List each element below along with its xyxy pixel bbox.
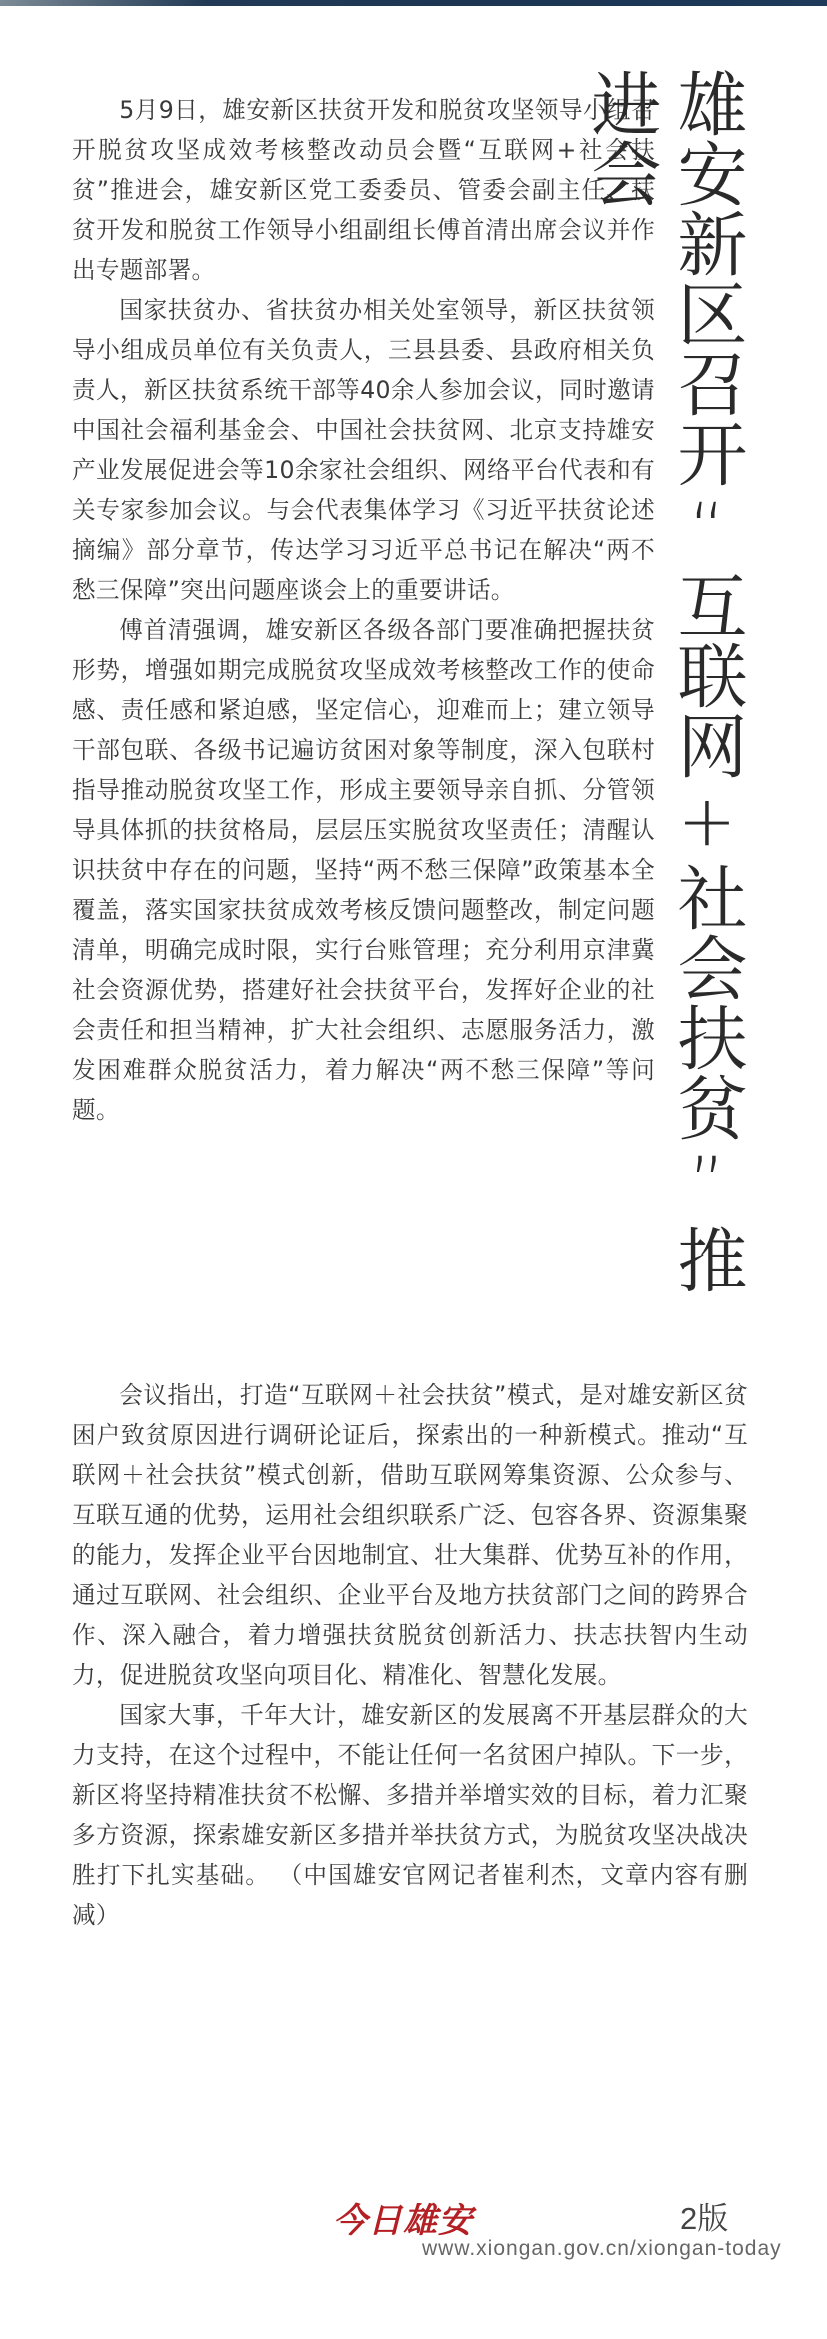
- paragraph-2: 国家扶贫办、省扶贫办相关处室领导，新区扶贫领导小组成员单位有关负责人，三县县委、县政府相关负责人，新区扶贫系统干部等40余人参加会议，同时邀请中国社会福利基金会、中国社会扶贫网、北京支持雄安产业发展促进会等10余家社会组织、网络平台代表和有关专家参加会议。与会代表集体学习《习近平扶贫论述摘编》部分章节，传达学习习近平总书记在解决“两不愁三保障”突出问题座谈会上的重要讲话。: [72, 296, 655, 604]
- top-banner-bar: [0, 0, 827, 6]
- paragraph-4: 会议指出，打造“互联网＋社会扶贫”模式，是对雄安新区贫困户致贫原因进行调研论证后，探索出的一种新模式。推动“互联网＋社会扶贫”模式创新，借助互联网筹集资源、公众参与、互联互通的优势，运用社会组织联系广泛、包容各界、资源集聚的能力，发挥企业平台因地制宜、壮大集群、优势互补的作用，通过互联网、社会组织、企业平台及地方扶贫部门之间的跨界合作、深入融合，着力增强扶贫脱贫创新活力、扶志扶智内生动力，促进脱贫攻坚向项目化、精准化、智慧化发展。: [72, 1381, 748, 1689]
- paragraph-5: 国家大事，千年大计，雄安新区的发展离不开基层群众的大力支持，在这个过程中，不能让任何一名贫困户掉队。下一步，新区将坚持精准扶贫不松懈、多措并举增实效的目标，着力汇聚多方资源，探索雄安新区多措并举扶贫方式，为脱贫攻坚决战决胜打下扎实基础。 （中国雄安官网记者崔利杰，文章内容有删减）: [72, 1701, 748, 1929]
- vertical-headline: 雄安新区召开“互联网+社会扶贫”推进会: [580, 68, 748, 1294]
- article-body-narrow: [72, 90, 655, 1130]
- paragraph-3: 傅首清强调，雄安新区各级各部门要准确把握扶贫形势，增强如期完成脱贫攻坚成效考核整改工作的使命感、责任感和紧迫感，坚定信心，迎难而上；建立领导干部包联、各级书记遍访贫困对象等制度，深入包联村指导推动脱贫攻坚工作，形成主要领导亲自抓、分管领导具体抓的扶贫格局，层层压实脱贫攻坚责任；清醒认识扶贫中存在的问题，坚持“两不愁三保障”政策基本全覆盖，落实国家扶贫成效考核反馈问题整改，制定问题清单，明确完成时限，实行台账管理；充分利用京津冀社会资源优势，搭建好社会扶贫平台，发挥好企业的社会责任和担当精神，扩大社会组织、志愿服务活力，激发困难群众脱贫活力，着力解决“两不愁三保障”等问题。: [72, 616, 655, 1124]
- page-number-label: 2版: [680, 2201, 729, 2236]
- publication-logo: 今日雄安: [333, 2201, 473, 2241]
- paragraph-1: 5月9日，雄安新区扶贫开发和脱贫攻坚领导小组召开脱贫攻坚成效考核整改动员会暨“互联网+社会扶贫”推进会，雄安新区党工委委员、管委会副主任、扶贫开发和脱贫工作领导小组副组长傅首清出席会议并作出专题部署。: [72, 96, 655, 284]
- article-body-wide: [72, 1375, 748, 1935]
- website-url[interactable]: www.xiongan.gov.cn/xiongan-today: [422, 2237, 782, 2260]
